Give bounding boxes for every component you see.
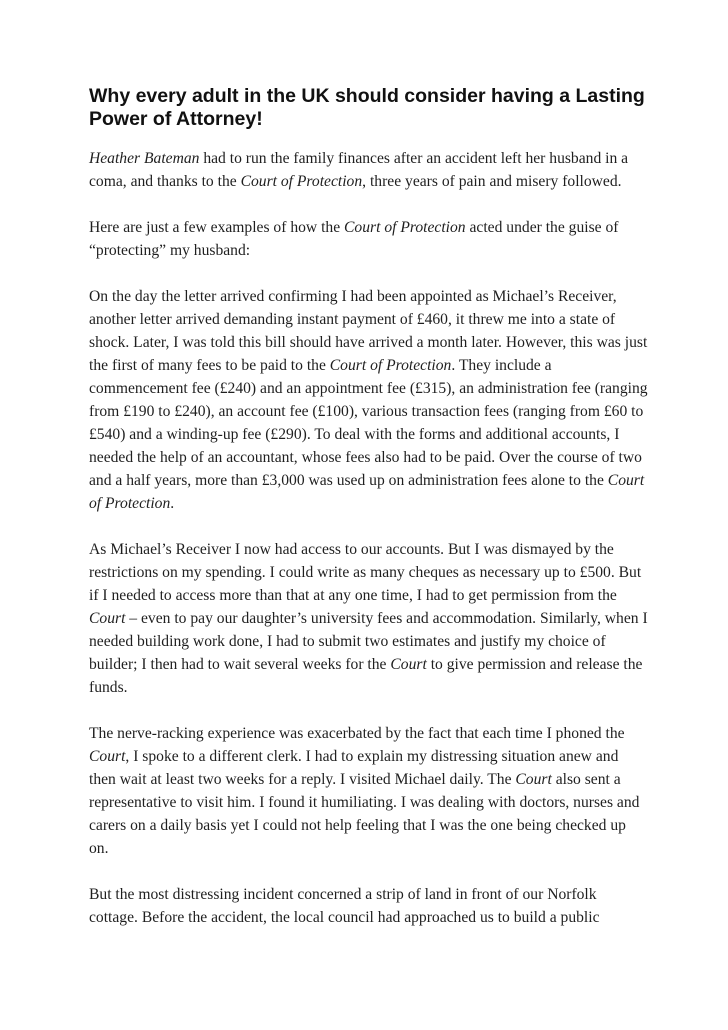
paragraph — [89, 147, 649, 193]
italic-text: Heather Bateman — [89, 150, 200, 167]
text-run: to give permission and release the funds. — [89, 656, 643, 696]
italic-text: Court of Protection — [344, 219, 466, 236]
text-run: Here are just a few examples of how the — [89, 219, 345, 236]
text-run: The nerve-racking experience was exacerbated by the fact that each time I phoned the — [89, 725, 625, 742]
text-run: . — [170, 495, 175, 512]
italic-text: Court of Protection — [329, 357, 452, 374]
text-run: On the day the letter arrived confirming I had been appointed as Michael’s Receiver, another letter arrived demanding instant payment of £460, it threw me into a state of shock. Later, I was told this bill should have arrived a month later. However, this was just the first of many fees to be paid to the — [89, 288, 648, 374]
text-run: But the most distressing incident concerned a strip of land in front of our Norfolk cottage. Before the accident, the local council had approached us to build a public — [89, 886, 600, 926]
document-body — [89, 147, 649, 929]
text-run: . They include a commencement fee (£240) and an appointment fee (£315), an administration fee (ranging from £190 to £240), an account fee (£100), various transaction fees (ranging from £60 to £540) and a winding-up fee (£290). To deal with the forms and additional accounts, I needed the help of an accountant, whose fees also had to be paid. Over the course of two and a half years, more than £3,000 was used up on administration fees alone to the — [89, 357, 648, 489]
paragraph — [89, 722, 649, 860]
text-run: had to run the family finances after an accident left her husband in a coma, and thanks to the — [89, 150, 629, 190]
text-run: , I spoke to a different clerk. I had to explain my distressing situation anew and then wait at least two weeks for a reply. I visited Michael daily. The — [89, 748, 619, 788]
document-title: Why every adult in the UK should consider having a Lasting Power of Attorney! — [89, 85, 645, 130]
paragraph — [89, 285, 649, 515]
text-run: – even to pay our daughter’s university fees and accommodation. Similarly, when I needed building work done, I had to submit two estimates and justify my choice of builder; I then had to wait several weeks for the — [89, 610, 648, 673]
text-run: also sent a representative to visit him. I found it humiliating. I was dealing with doctors, nurses and carers on a daily basis yet I could not help feeling that I was the one being checked up on. — [89, 771, 640, 857]
italic-text: Court — [89, 610, 126, 627]
italic-text: Court of Protection — [240, 173, 363, 190]
paragraph — [89, 216, 649, 262]
italic-text: Court — [89, 748, 126, 765]
italic-text: Court — [390, 656, 427, 673]
text-run: As Michael’s Receiver I now had access to our accounts. But I was dismayed by the restrictions on my spending. I could write as many cheques as necessary up to £500. But if I needed to access more than that at any one time, I had to get permission from the — [89, 541, 642, 604]
paragraph — [89, 538, 649, 699]
paragraph — [89, 883, 649, 929]
italic-text: Court of Protection — [89, 472, 645, 512]
text-run: acted under the guise of “protecting” my husband: — [89, 219, 619, 259]
document-page — [89, 85, 649, 952]
italic-text: Court — [515, 771, 552, 788]
text-run: , three years of pain and misery followed. — [362, 173, 622, 190]
